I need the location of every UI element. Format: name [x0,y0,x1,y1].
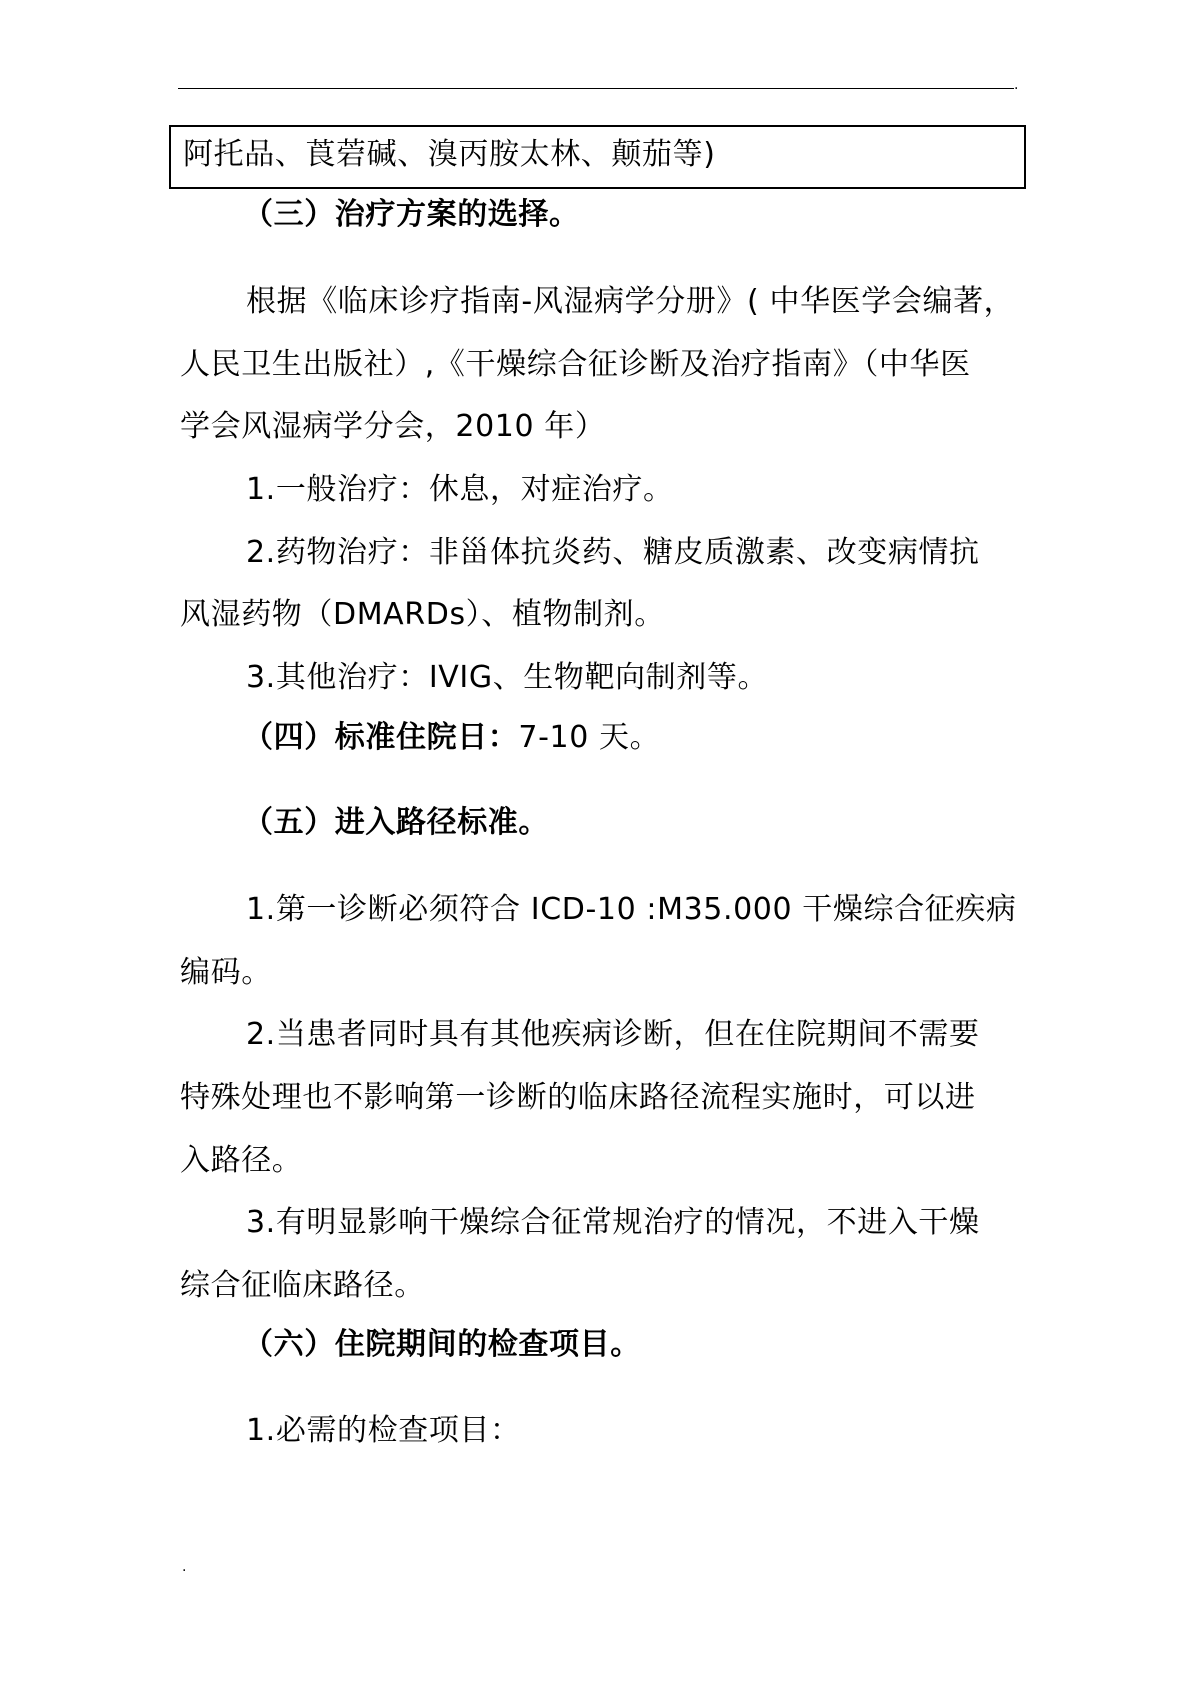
section5-item-2-line-3: 入路径。 [180,1143,303,1178]
section5-item-1-line-1: 1.第一诊断必须符合 ICD-10 :M35.000 干燥综合征疾病 [246,892,1017,927]
box-text: 阿托品、莨菪碱、溴丙胺太林、颠茄等) [183,137,716,172]
section5-heading: （五）进入路径标准。 [243,805,549,840]
boxed-continuation [169,125,1026,189]
section4-line [243,718,660,758]
section3-item-3: 3.其他治疗：IVIG、生物靶向制剂等。 [246,660,769,695]
section3-item-1: 1.一般治疗：休息，对症治疗。 [246,472,674,507]
section5-item-3-line-2: 综合征临床路径。 [180,1268,425,1303]
section4-value: 7-10 天。 [518,720,661,755]
section5-item-2-line-2: 特殊处理也不影响第一诊断的临床路径流程实施时，可以进 [180,1080,976,1115]
section6-item-1: 1.必需的检查项目： [246,1413,521,1448]
section3-para-line-3: 学会风湿病学分会，2010 年） [180,409,606,444]
header-rule [178,88,1014,89]
footer-mark: . [182,1559,187,1575]
section5-item-2-line-1: 2.当患者同时具有其他疾病诊断，但在住院期间不需要 [246,1017,980,1052]
section6-heading: （六）住院期间的检查项目。 [243,1327,641,1362]
section5-item-3-line-1: 3.有明显影响干燥综合征常规治疗的情况，不进入干燥 [246,1205,980,1240]
section4-heading: （四）标准住院日： [243,720,519,755]
section3-para-line-2: 人民卫生出版社）,《干燥综合征诊断及治疗指南》（中华医 [180,347,971,382]
section3-para-line-1: 根据《临床诊疗指南-风湿病学分册》( 中华医学会编著， [246,284,1015,319]
section3-heading: （三）治疗方案的选择。 [243,197,580,232]
section3-item-2-line-2: 风湿药物（DMARDs）、植物制剂。 [180,597,665,632]
header-mark: . [1014,77,1019,93]
section5-item-1-line-2: 编码。 [180,955,272,990]
section3-item-2-line-1: 2.药物治疗：非甾体抗炎药、糖皮质激素、改变病情抗 [246,535,980,570]
